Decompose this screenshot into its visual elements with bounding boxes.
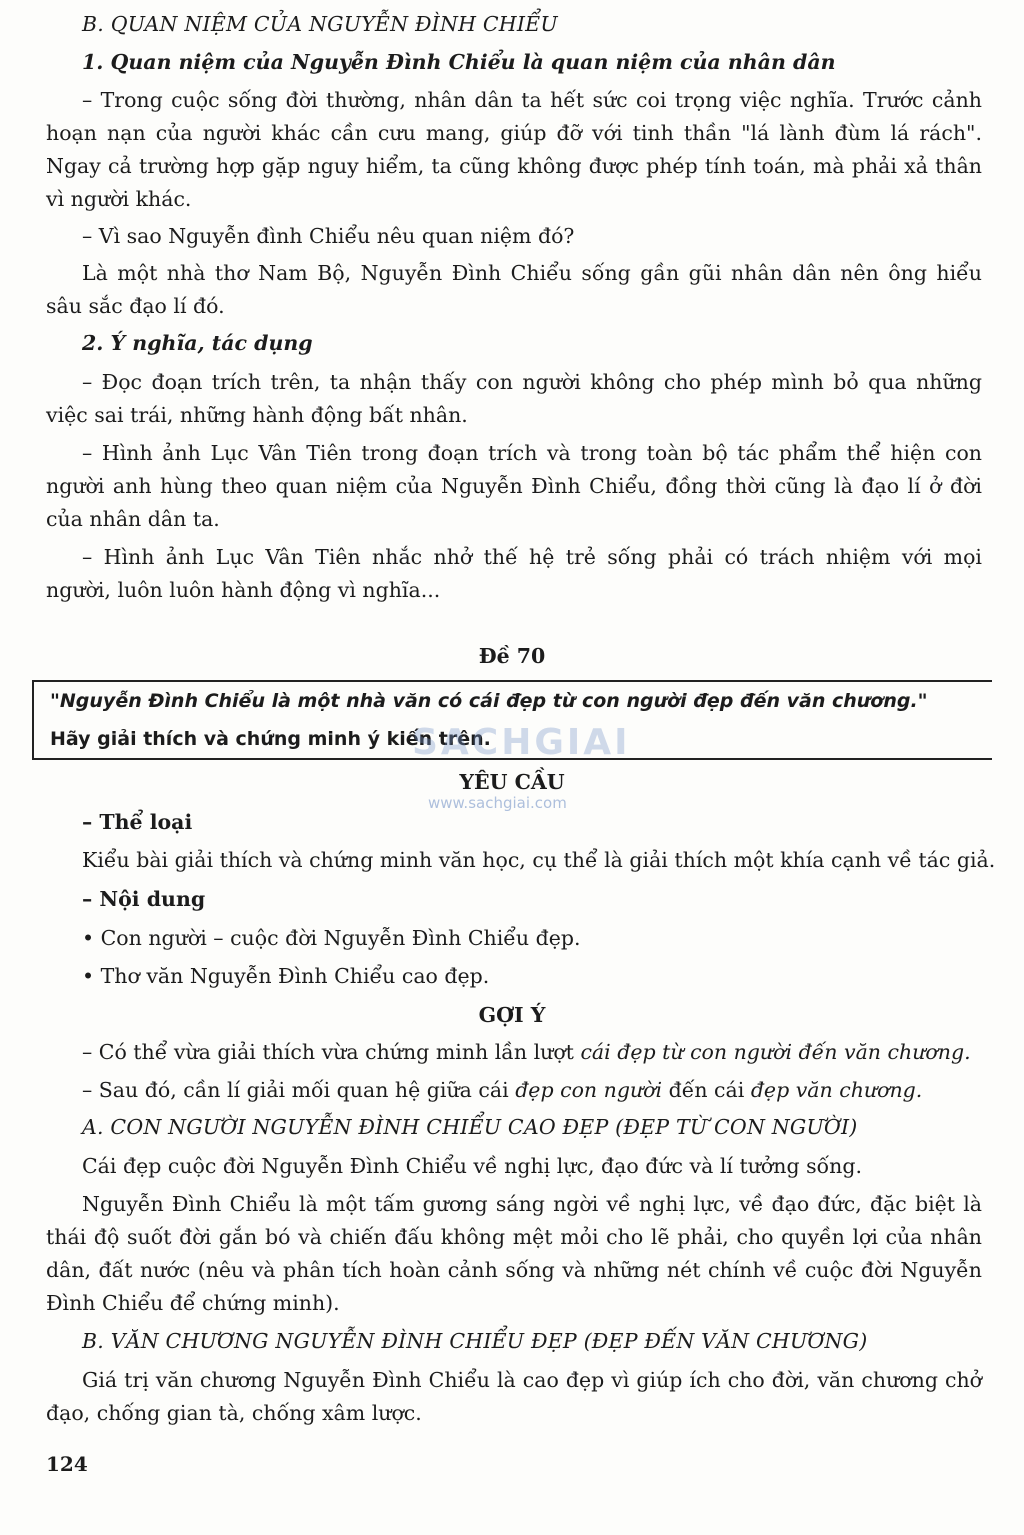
requirements-title: YÊU CẦU [459,770,565,794]
section-a-p2-line-3: dân, đất nước (nêu và phân tích hoàn cảnh sống và những nét chính về cuộc đời Nguyễn [46,1258,982,1282]
p1-line-4: vì người khác. [46,187,192,211]
p6-line-2: người, luôn luôn hành động vì nghĩa... [46,578,441,602]
genre-heading: – Thể loại [82,810,193,834]
section-a-p2-line-1: Nguyễn Đình Chiểu là một tấm gương sáng ngời về nghị lực, về đạo đức, đặc biệt là [82,1192,982,1216]
p5-line-1: – Hình ảnh Lục Vân Tiên trong đoạn trích và trong toàn bộ tác phẩm thể hiện con [82,441,982,465]
item-1-title: 1. Quan niệm của Nguyễn Đình Chiểu là quan niệm của nhân dân [82,50,836,74]
p4-line-2: việc sai trái, những hành động bất nhân. [46,403,468,427]
p4-line-1: – Đọc đoạn trích trên, ta nhận thấy con người không cho phép mình bỏ qua những [82,370,982,394]
p5-line-2: người anh hùng theo quan niệm của Nguyễn Đình Chiểu, đồng thời cũng là đạo lí ở đời [46,474,982,498]
watermark-url: www.sachgiai.com [428,794,567,812]
page-number: 124 [46,1452,88,1476]
content-bullet-1: • Con người – cuộc đời Nguyễn Đình Chiểu đẹp. [82,926,581,950]
section-a-title: A. CON NGƯỜI NGUYỄN ĐÌNH CHIỂU CAO ĐẸP (ĐẸP TỪ CON NGƯỜI) [82,1115,858,1139]
section-b-title: B. QUAN NIỆM CỦA NGUYỄN ĐÌNH CHIỂU [82,12,558,36]
p3-line-2: sâu sắc đạo lí đó. [46,294,225,318]
p5-line-3: của nhân dân ta. [46,507,220,531]
p2: – Vì sao Nguyễn đình Chiểu nêu quan niệm đó? [82,224,575,248]
suggestion-1: – Có thể vừa giải thích vừa chứng minh lần lượt cái đẹp từ con người đến văn chương. [82,1040,971,1064]
section-a-p1: Cái đẹp cuộc đời Nguyễn Đình Chiểu về nghị lực, đạo đức và lí tưởng sống. [82,1154,863,1178]
exam-title: Đề 70 [478,644,546,668]
section-a-p2-line-4: Đình Chiểu để chứng minh). [46,1291,340,1315]
prompt-instruction: Hãy giải thích và chứng minh ý kiến trên. [50,728,491,750]
suggestion-2: – Sau đó, cần lí giải mối quan hệ giữa cái đẹp con người đến cái đẹp văn chương. [82,1078,923,1102]
section-b2-p1-line-2: đạo, chống gian tà, chống xâm lược. [46,1401,422,1425]
section-b2-title: B. VĂN CHƯƠNG NGUYỄN ĐÌNH CHIỂU ĐẸP (ĐẸP ĐẾN VĂN CHƯƠNG) [82,1329,868,1353]
watermark-logo: SACHGIAI [412,722,631,763]
content-heading: – Nội dung [82,887,206,911]
item-2-title: 2. Ý nghĩa, tác dụng [82,331,313,355]
prompt-quote: "Nguyễn Đình Chiểu là một nhà văn có cái đẹp từ con người đẹp đến văn chương." [50,690,928,712]
section-b2-p1-line-1: Giá trị văn chương Nguyễn Đình Chiểu là cao đẹp vì giúp ích cho đời, văn chương chở [82,1368,982,1392]
genre-text: Kiểu bài giải thích và chứng minh văn học, cụ thể là giải thích một khía cạnh về tác giả. [82,848,996,872]
p3-line-1: Là một nhà thơ Nam Bộ, Nguyễn Đình Chiểu sống gần gũi nhân dân nên ông hiểu [82,261,982,285]
content-bullet-2: • Thơ văn Nguyễn Đình Chiểu cao đẹp. [82,964,490,988]
section-a-p2-line-2: thái độ suốt đời gắn bó và chiến đấu không mệt mỏi cho lẽ phải, cho quyền lợi của nhân [46,1225,982,1249]
suggestions-title: GỢI Ý [478,1003,546,1027]
p1-line-2: hoạn nạn của người khác cần cưu mang, giúp đỡ với tinh thần "lá lành đùm lá rách". [46,121,982,145]
p1-line-3: Ngay cả trường hợp gặp nguy hiểm, ta cũng không được phép tính toán, mà phải xả thân [46,154,982,178]
p6-line-1: – Hình ảnh Lục Vân Tiên nhắc nhở thế hệ trẻ sống phải có trách nhiệm với mọi [82,545,982,569]
p1-line-1: – Trong cuộc sống đời thường, nhân dân ta hết sức coi trọng việc nghĩa. Trước cảnh [82,88,982,112]
